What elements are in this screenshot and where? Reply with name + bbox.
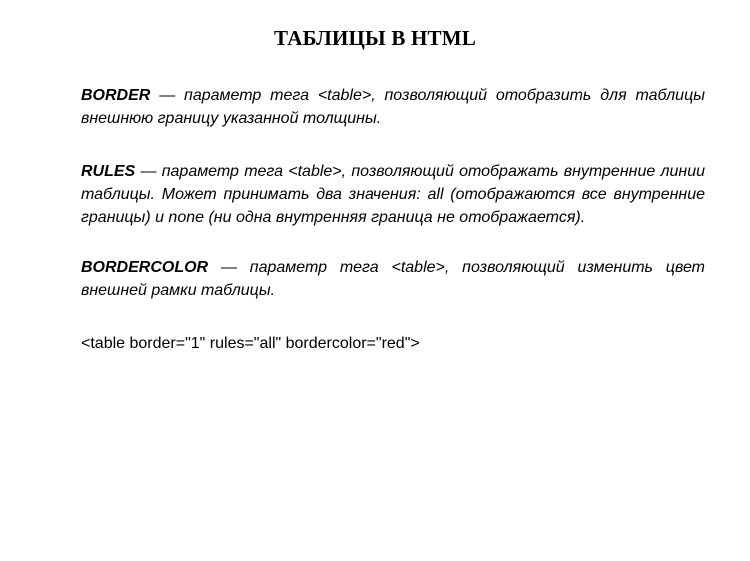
paragraph-border	[81, 84, 705, 130]
term-border: BORDER	[81, 87, 151, 104]
paragraph-bordercolor	[81, 256, 705, 302]
definition-rules: — параметр тега <table>, позволяющий отображать внутренние линии таблицы. Может принимать два значения: all (отображаются все внутренние границы) и none (ни одна внутренняя граница не отображается).	[81, 163, 705, 226]
paragraph-rules	[81, 160, 705, 229]
term-rules: RULES	[81, 163, 136, 180]
term-bordercolor: BORDERCOLOR	[81, 259, 209, 276]
definition-bordercolor: — параметр тега <table>, позволяющий изменить цвет внешней рамки таблицы.	[81, 259, 705, 299]
slide-title: ТАБЛИЦЫ В HTML	[274, 26, 476, 50]
code-example: <table border="1" rules="all" bordercolor="red">	[81, 335, 420, 352]
definition-border: — параметр тега <table>, позволяющий отобразить для таблицы внешнюю границу указанной толщины.	[81, 87, 705, 127]
